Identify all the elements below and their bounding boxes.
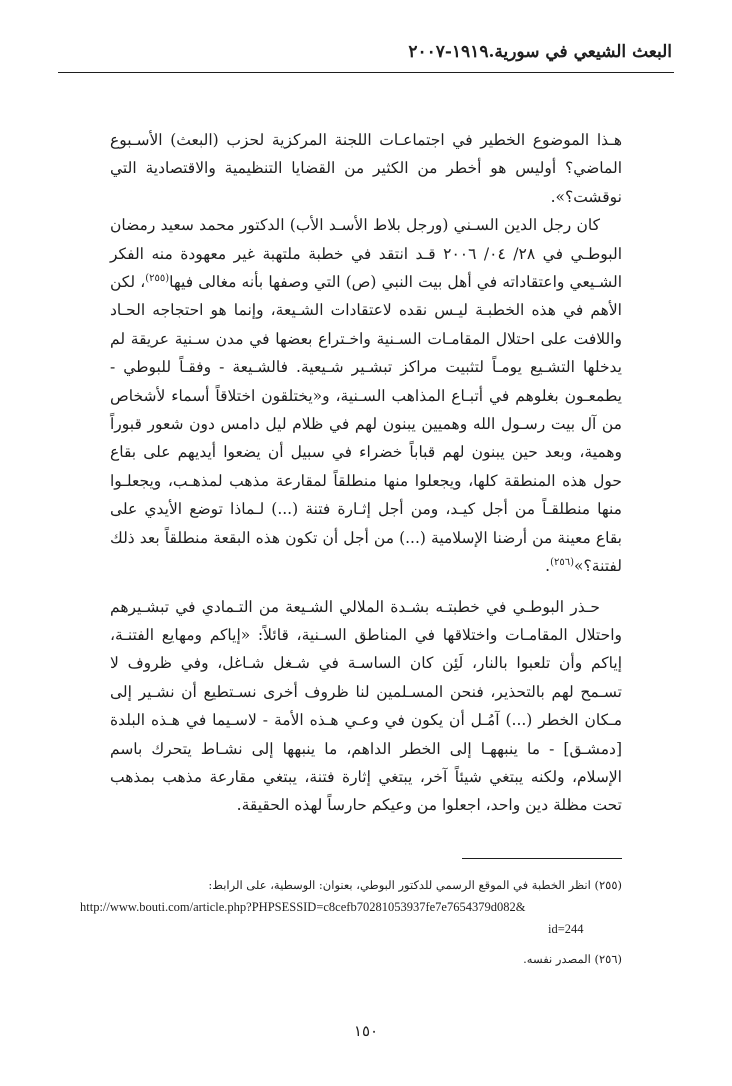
footnote-ref-255[interactable]: (٢٥٥) bbox=[145, 272, 170, 284]
footnote-255 bbox=[80, 874, 622, 896]
running-head: البعث الشيعي في سورية.١٩١٩-٢٠٠٧ bbox=[408, 42, 672, 62]
paragraph-2 bbox=[110, 211, 622, 580]
paragraph-1: هـذا الموضوع الخطير في اجتماعـات اللجنة المركزية لحزب (البعث) الأسـبوع الماضي؟ أوليس هو أخطر من الكثير من القضايا التنظيمية والاقتصادية التي نوقشت؟». bbox=[110, 131, 622, 206]
footnote-separator bbox=[462, 858, 622, 859]
paragraph-2-text-a: كان رجل الدين السـني (ورجل بلاط الأسـد الأب) الدكتور محمد سعيد رمضان البوطـي في ٢٨/ ٠٤/ ٢٠٠٦ قـد انتقد في خطبة ملتهبة غير معهودة منه الفكر الشـيعي واعتقاداته في أهل بيت النبي (ص) التي وصفها بأنه مغالى فيها bbox=[110, 216, 623, 292]
paragraph-2-text-b: ، لكن الأهم في هذه الخطبـة ليـس نقده لاعتقادات الشـيعة، وإنما هو احتجاجه الحـاد واللافت على احتلال المقامـات السـنية واخـتراع بعضها في مدن سـنية عريقة لم يدخلها التشـيع يومـاً لتثبيت مراكز تبشـير شـيعية. فالشـيعة - وفقـاً للبوطي - يطمعـون بغلوهم في أتبـاع المذاهب السـنية، و«يختلقون اختلاقاً أسماء لأشخاص من آل بيت رسـول الله وهميين يبنون لهم في ظلام ليل دامس دون شعور قبوراً وهمية، وبعد حين يبنون لهم قباباً خضراء في سبيل أن يضعوا أيديهم على بقاع حول هذه المنطقة كلها، ويجعلوا منها منطلقاً لمقارعة مذهب لمذهـب، ويجعلـوا منها منطلقـاً من أجل كيـد، ومن أجل إثـارة فتنة (...) لـماذا توضع الأيدي على بقاع معينة من أرضنا الإسلامية (...) من أجل أن تكون هذه البقعة منطلقاً بعد ذلك لفتنة؟» bbox=[110, 273, 622, 576]
page-number: ١٥٠ bbox=[353, 1022, 379, 1040]
footnote-256 bbox=[80, 948, 622, 970]
footnote-255-number: (٢٥٥) bbox=[594, 878, 622, 892]
paragraph-2-end: . bbox=[545, 557, 551, 576]
footnote-255-text: انظر الخطبة في الموقع الرسمي للدكتور البوطي، بعنوان: الوسطية، على الرابط: bbox=[208, 878, 591, 892]
main-text bbox=[110, 126, 622, 820]
footnote-ref-256[interactable]: (٢٥٦) bbox=[550, 556, 575, 568]
footnote-256-number: (٢٥٦) bbox=[594, 952, 622, 966]
footnote-256-text: المصدر نفسه. bbox=[523, 952, 591, 966]
footnote-255-link-continued[interactable]: id=244 bbox=[548, 922, 584, 936]
paragraph-3: حـذر البوطـي في خطبتـه بشـدة الملالي الشـيعة من التـمادي في تبشـيرهم واحتلال المقامـات واختلاقها في المناطق السـنية، قائلاً: «إياكم ومهايع الفتنـة، إياكم وأن تلعبوا بالنار، لَئِن كان الساسـة في شـغل شـاغل، وفي ظروف لا تسـمح لهم بالتحذير، فنحن المسـلمين لنا ظروف أخرى نسـتطيع أن نشـير إلى مـكان الخطر (...) آمُـل أن يكون في وعـي هـذه الأمة - لاسـيما في هـذه البلدة [دمشـق] - ما ينبههـا إلى الخطر الداهم، ما ينبهها إلى نشـاط يتحرك باسم الإسلام، ولكنه يبتغي شيئاً آخر، يبتغي إثارة فتنة، يبتغي مقارعة مذهب بمذهب تحت مظلة دين واحد، اجعلوا من وعيكم حارساً لهذه الحقيقة. bbox=[110, 597, 622, 815]
footnote-255-link[interactable]: http://www.bouti.com/article.php?PHPSESSID=c8cefb70281053937fe7e7654379d082& bbox=[80, 900, 526, 914]
header-rule bbox=[58, 72, 674, 73]
footnotes bbox=[80, 874, 622, 970]
